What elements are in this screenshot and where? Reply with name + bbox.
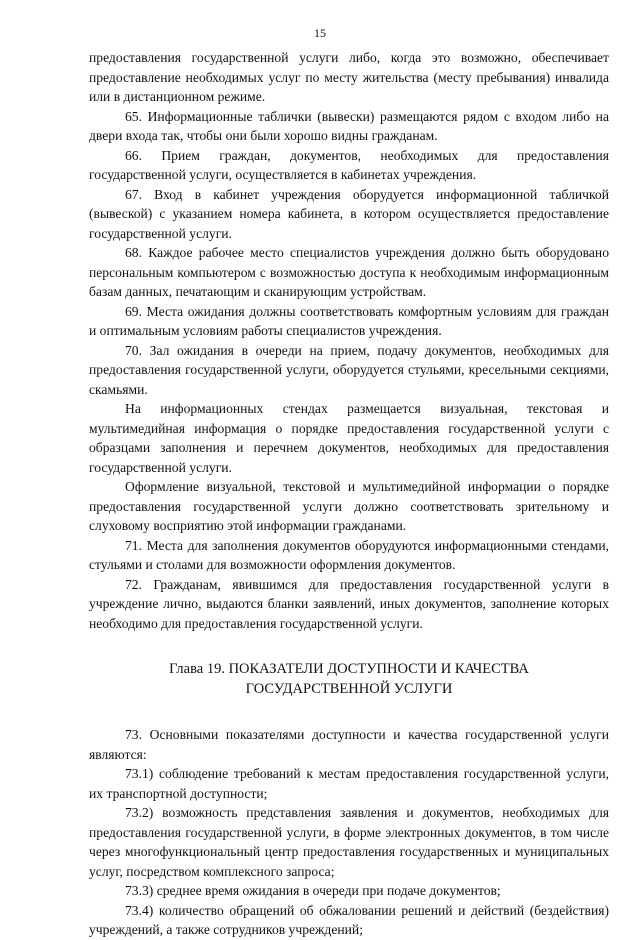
paragraph-66: 66. Прием граждан, документов, необходимых для предоставления государственной услуги, осуществляется в кабинетах учреждения.: [89, 147, 609, 182]
paragraph-73: 73. Основными показателями доступности и качества государственной услуги являются:: [89, 727, 609, 762]
paragraph-70c: Оформление визуальной, текстовой и мультимедийной информации о порядке предоставления государственной услуги должно соответствовать зрительному и слуховому восприятию этой информации гражданами.: [89, 479, 609, 533]
chapter-title: Глава 19. ПОКАЗАТЕЛИ ДОСТУПНОСТИ И КАЧЕСТВА ГОСУДАРСТВЕННОЙ УСЛУГИ: [169, 661, 529, 697]
paragraph-73-1: 73.1) соблюдение требований к местам предоставления государственной услуги, их транспортной доступности;: [89, 766, 609, 801]
paragraph-continuation: предоставления государственной услуги либо, когда это возможно, обеспечивает предоставление необходимых услуг по месту жительства (месту пребывания) инвалида или в дистанционном режиме.: [89, 50, 609, 104]
paragraph-70b: На информационных стендах размещается визуальная, текстовая и мультимедийная информация о порядке предоставления государственной услуги с образцами заполнения и перечнем документов, необходимых для предоставления государственной услуги.: [89, 401, 609, 475]
paragraph-72: 72. Гражданам, явившимся для предоставления государственной услуги в учреждение лично, выдаются бланки заявлений, иных документов, заполнение которых необходимо для предоставления государственной услуги.: [89, 576, 609, 631]
paragraph-73-2: 73.2) возможность представления заявления и документов, необходимых для предоставления государственной услуги, в форме электронных документов, в том числе через многофункциональный центр предоставления государственных и муниципальных услуг, посредством комплексного запроса;: [89, 805, 609, 879]
paragraph-73-3: 73.3) среднее время ожидания в очереди при подаче документов;: [125, 883, 501, 898]
paragraphs-before-chapter: [89, 48, 609, 633]
paragraphs-after-chapter: [89, 725, 609, 940]
page-number: 15: [314, 26, 326, 40]
paragraph-68: 68. Каждое рабочее место специалистов учреждения должно быть оборудовано персональным компьютером с возможностью доступа к необходимым информационным базам данных, печатающим и сканирующим устройствам.: [89, 245, 609, 299]
paragraph-67: 67. Вход в кабинет учреждения оборудуется информационной табличкой (вывеской) с указанием номера кабинета, в котором осуществляется предоставление государственной услуги.: [89, 186, 609, 241]
paragraph-73-4: 73.4) количество обращений об обжаловании решений и действий (бездействия) учреждений, а также сотрудников учреждений;: [89, 902, 609, 937]
paragraph-70: 70. Зал ожидания в очереди на прием, подачу документов, необходимых для предоставления государственной услуги, оборудуется стульями, кресельными секциями, скамьями.: [89, 342, 609, 397]
document-body: [89, 48, 609, 940]
paragraph-69: 69. Места ожидания должны соответствовать комфортным условиям для граждан и оптимальным условиям работы специалистов учреждения.: [89, 303, 609, 338]
paragraph-65: 65. Информационные таблички (вывески) размещаются рядом с входом либо на двери входа так, чтобы они были хорошо видны гражданам.: [89, 108, 609, 143]
paragraph-71: 71. Места для заполнения документов оборудуются информационными стендами, стульями и столами для возможности оформления документов.: [89, 537, 609, 572]
